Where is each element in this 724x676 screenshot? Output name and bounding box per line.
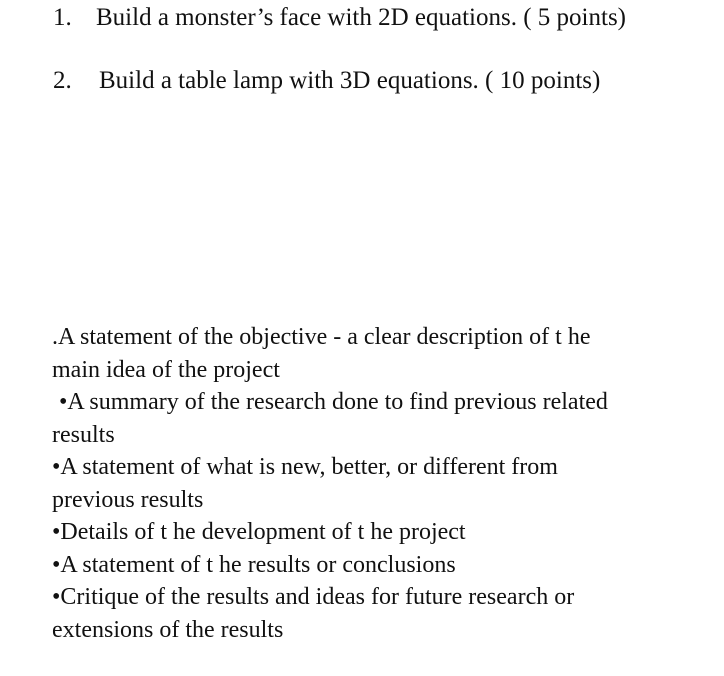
question-1-number: 1. xyxy=(53,4,72,31)
rubric-line-critique-cont: extensions of the results xyxy=(52,616,284,643)
rubric-line-development-details: •Details of t he development of t he project xyxy=(52,519,466,545)
rubric-line-results-conclusions: •A statement of t he results or conclusions xyxy=(52,551,456,578)
rubric-line-critique: •Critique of the results and ideas for future research or xyxy=(52,584,575,610)
rubric-line-new-better-different-cont: previous results xyxy=(52,486,204,513)
rubric-line-objective-cont: main idea of the project xyxy=(52,356,280,383)
question-1-text: Build a monster’s face with 2D equations. ( 5 points) xyxy=(96,4,627,31)
rubric-line-research-summary: •A summary of the research done to find previous related xyxy=(59,389,608,415)
rubric-line-objective: .A statement of the objective - a clear description of t he xyxy=(52,324,591,350)
rubric-line-new-better-different: •A statement of what is new, better, or different from xyxy=(52,454,558,480)
question-2-number: 2. xyxy=(53,67,72,94)
question-1 xyxy=(53,3,626,33)
report-requirements-list xyxy=(52,321,692,646)
rubric-line-research-summary-cont: results xyxy=(52,421,115,448)
question-2-text: Build a table lamp with 3D equations. ( 10 points) xyxy=(99,67,601,94)
question-2 xyxy=(53,66,600,96)
